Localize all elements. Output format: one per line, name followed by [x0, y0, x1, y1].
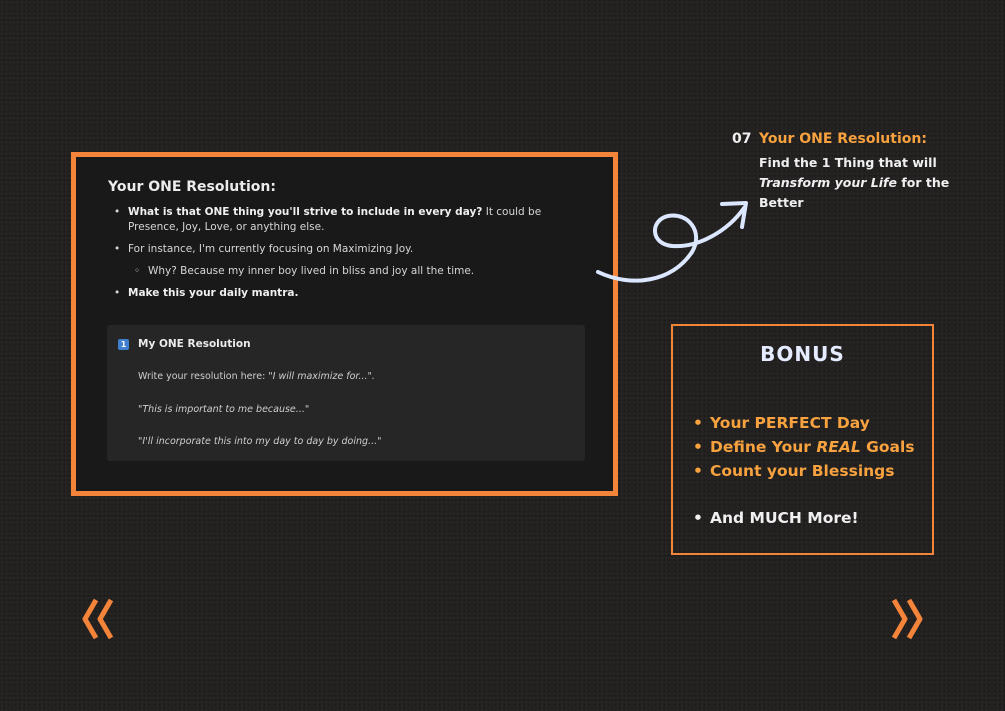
resolution-screenshot: [71, 152, 618, 496]
bonus-title: BONUS: [760, 342, 845, 366]
callout-line-1: Write your resolution here: "I will maximize for...".: [138, 371, 375, 382]
double-chevron-right-icon: [885, 596, 925, 642]
bonus-item: • Define Your REAL Goals: [693, 435, 915, 459]
bullet-item: • Make this your daily mantra.: [114, 286, 594, 301]
next-page-button[interactable]: [885, 596, 925, 642]
callout-line-2: "This is important to me because...": [138, 404, 310, 415]
step-number: 07: [732, 131, 752, 147]
sub-bullet-item: ◦ Why? Because my inner boy lived in bliss and joy all the time.: [134, 264, 594, 279]
resolution-callout: [107, 325, 585, 461]
screenshot-bullet-list: [114, 205, 594, 308]
callout-title: My ONE Resolution: [138, 338, 251, 350]
bonus-more-list: [693, 506, 859, 530]
bonus-box: [671, 324, 934, 555]
step-description: Find the 1 Thing that will Transform your Life for the Better: [759, 155, 950, 210]
swirl-arrow-icon: [592, 190, 762, 290]
previous-page-button[interactable]: [80, 596, 120, 642]
bonus-list: [693, 411, 915, 483]
number-one-icon: 1: [118, 339, 129, 350]
bullet-item: • What is that ONE thing you'll strive to include in every day? It could be Presence, Joy, Love, or anything else.: [114, 205, 594, 235]
screenshot-title: Your ONE Resolution:: [108, 179, 276, 195]
bonus-item: • Count your Blessings: [693, 459, 915, 483]
step-title: Your ONE Resolution:: [759, 131, 927, 147]
bullet-item: • For instance, I'm currently focusing on Maximizing Joy.: [114, 242, 594, 257]
bonus-item: • Your PERFECT Day: [693, 411, 915, 435]
double-chevron-left-icon: [80, 596, 120, 642]
callout-line-3: "I'll incorporate this into my day to day by doing...": [138, 436, 382, 447]
bonus-more-item: • And MUCH More!: [693, 506, 859, 530]
